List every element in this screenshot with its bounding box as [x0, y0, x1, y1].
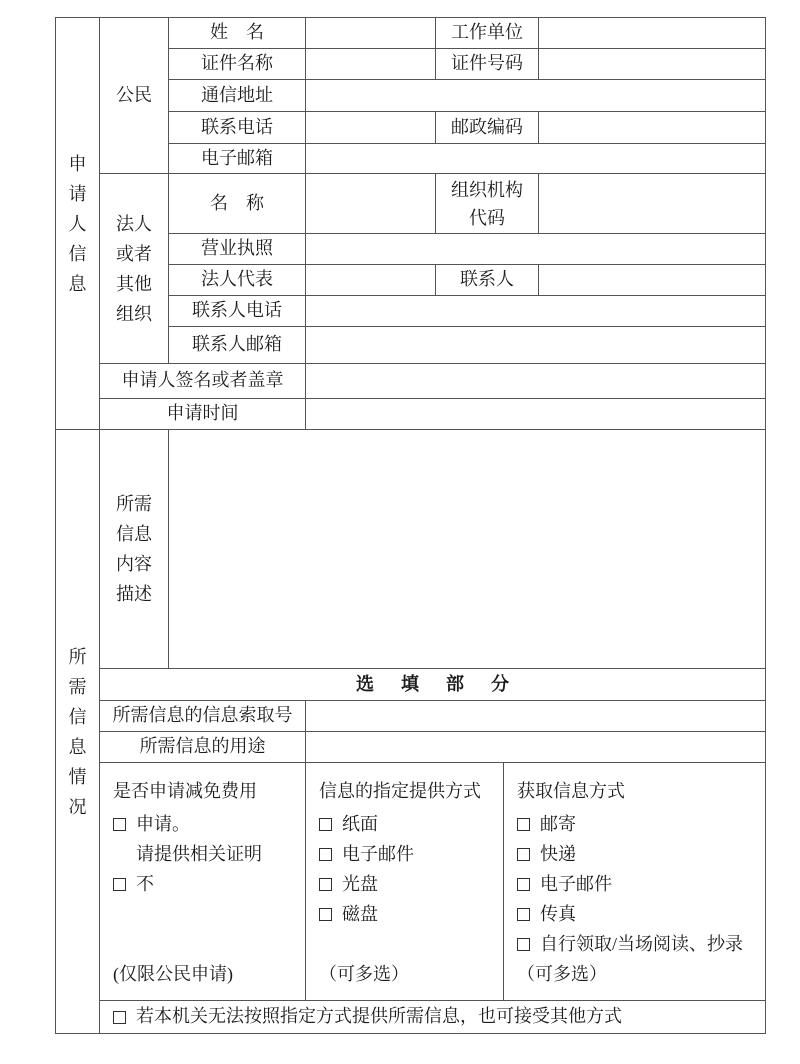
org-code-label — [435, 173, 538, 233]
obtain-option-express[interactable] — [517, 839, 759, 869]
fallback-note-label: 若本机关无法按照指定方式提供所需信息，也可接受其他方式 — [136, 1006, 622, 1027]
org-name-input-cell[interactable] — [305, 173, 435, 233]
org-code-input-cell[interactable] — [538, 173, 765, 233]
contact-input-cell[interactable] — [538, 264, 765, 295]
apply-time-label: 申请时间 — [99, 398, 305, 429]
citizen-group-label: 公民 — [99, 17, 168, 173]
obtain-fax-checkbox[interactable] — [517, 908, 530, 921]
signature-input-cell[interactable] — [305, 363, 765, 398]
content-description-label — [99, 429, 168, 668]
apply-time-input-cell[interactable] — [305, 398, 765, 429]
name-label: 姓 名 — [168, 17, 305, 48]
delivery-option-disk[interactable] — [319, 899, 497, 929]
delivery-paper-label: 纸面 — [342, 814, 378, 834]
legal-entity-group-label — [99, 173, 168, 363]
address-label: 通信地址 — [168, 79, 305, 111]
contact-phone-input-cell[interactable] — [305, 295, 765, 326]
fee-waiver-apply-option[interactable] — [113, 809, 299, 839]
delivery-option-email[interactable] — [319, 839, 497, 869]
work-unit-input-cell[interactable] — [538, 17, 765, 48]
delivery-method-group — [305, 762, 503, 1000]
application-form-table — [55, 17, 766, 1034]
fallback-option-row[interactable] — [99, 1000, 765, 1033]
obtain-method-group — [503, 762, 765, 1000]
fee-waiver-no-label: 不 — [136, 874, 154, 894]
obtain-option-fax[interactable] — [517, 899, 759, 929]
applicant-section-label-text: 申请人信息 — [68, 153, 87, 294]
work-unit-label: 工作单位 — [435, 17, 538, 48]
index-number-input-cell[interactable] — [305, 700, 765, 731]
email-input-cell[interactable] — [305, 143, 765, 173]
obtain-mail-label: 邮寄 — [540, 814, 576, 834]
id-type-label: 证件名称 — [168, 48, 305, 79]
fee-waiver-no-option[interactable] — [113, 869, 299, 899]
fee-waiver-apply-checkbox[interactable] — [113, 818, 126, 831]
content-description-input-cell[interactable] — [168, 429, 765, 668]
content-description-label-text: 所需信息内容描述 — [116, 494, 152, 604]
legal-rep-input-cell[interactable] — [305, 264, 435, 295]
obtain-pickup-label: 自行领取/当场阅读、抄录 — [540, 934, 743, 954]
fee-waiver-no-checkbox[interactable] — [113, 878, 126, 891]
org-name-label: 名 称 — [168, 173, 305, 233]
contact-phone-label: 联系人电话 — [168, 295, 305, 326]
obtain-pickup-checkbox[interactable] — [517, 938, 530, 951]
obtain-option-mail[interactable] — [517, 809, 759, 839]
needed-info-section-label-text: 所需信息情况 — [68, 646, 87, 817]
fallback-checkbox[interactable] — [113, 1011, 126, 1024]
delivery-email-checkbox[interactable] — [319, 848, 332, 861]
index-number-label: 所需信息的信息索取号 — [99, 700, 305, 731]
obtain-option-email[interactable] — [517, 869, 759, 899]
postal-code-input-cell[interactable] — [538, 111, 765, 143]
obtain-fax-label: 传真 — [540, 904, 576, 924]
name-input-cell[interactable] — [305, 17, 435, 48]
obtain-express-checkbox[interactable] — [517, 848, 530, 861]
phone-label: 联系电话 — [168, 111, 305, 143]
delivery-disk-checkbox[interactable] — [319, 908, 332, 921]
fee-waiver-apply-label: 申请。 — [136, 814, 190, 834]
fee-waiver-apply-hint: 请提供相关证明 — [136, 844, 262, 864]
address-input-cell[interactable] — [305, 79, 765, 111]
signature-label: 申请人签名或者盖章 — [99, 363, 305, 398]
obtain-email-label: 电子邮件 — [540, 874, 612, 894]
obtain-method-title: 获取信息方式 — [517, 781, 625, 801]
delivery-option-cd[interactable] — [319, 869, 497, 899]
delivery-cd-checkbox[interactable] — [319, 878, 332, 891]
phone-input-cell[interactable] — [305, 111, 435, 143]
obtain-express-label: 快递 — [540, 844, 576, 864]
business-license-input-cell[interactable] — [305, 233, 765, 264]
legal-rep-label: 法人代表 — [168, 264, 305, 295]
purpose-input-cell[interactable] — [305, 731, 765, 762]
fee-waiver-group — [99, 762, 305, 1000]
obtain-mail-checkbox[interactable] — [517, 818, 530, 831]
contact-email-label: 联系人邮箱 — [168, 326, 305, 363]
business-license-label: 营业执照 — [168, 233, 305, 264]
delivery-disk-label: 磁盘 — [342, 904, 378, 924]
applicant-section-label — [55, 17, 99, 429]
needed-info-section-label — [55, 429, 99, 1033]
delivery-option-paper[interactable] — [319, 809, 497, 839]
fee-waiver-note: (仅限公民申请) — [113, 964, 233, 984]
email-label: 电子邮箱 — [168, 143, 305, 173]
obtain-option-pickup[interactable] — [517, 929, 759, 959]
delivery-method-title: 信息的指定提供方式 — [319, 781, 481, 801]
obtain-email-checkbox[interactable] — [517, 878, 530, 891]
id-number-input-cell[interactable] — [538, 48, 765, 79]
contact-email-input-cell[interactable] — [305, 326, 765, 363]
org-code-label-text: 组织机构代码 — [451, 179, 523, 228]
id-number-label: 证件号码 — [435, 48, 538, 79]
delivery-email-label: 电子邮件 — [342, 844, 414, 864]
legal-entity-group-label-text: 法人或者其他组织 — [116, 213, 152, 324]
postal-code-label: 邮政编码 — [435, 111, 538, 143]
delivery-cd-label: 光盘 — [342, 874, 378, 894]
obtain-multi-note: （可多选） — [517, 964, 607, 984]
optional-section-header: 选填部分 — [99, 668, 765, 700]
purpose-label: 所需信息的用途 — [99, 731, 305, 762]
delivery-paper-checkbox[interactable] — [319, 818, 332, 831]
id-type-input-cell[interactable] — [305, 48, 435, 79]
fee-waiver-title: 是否申请减免费用 — [113, 781, 257, 801]
delivery-multi-note: （可多选） — [319, 964, 409, 984]
contact-label: 联系人 — [435, 264, 538, 295]
